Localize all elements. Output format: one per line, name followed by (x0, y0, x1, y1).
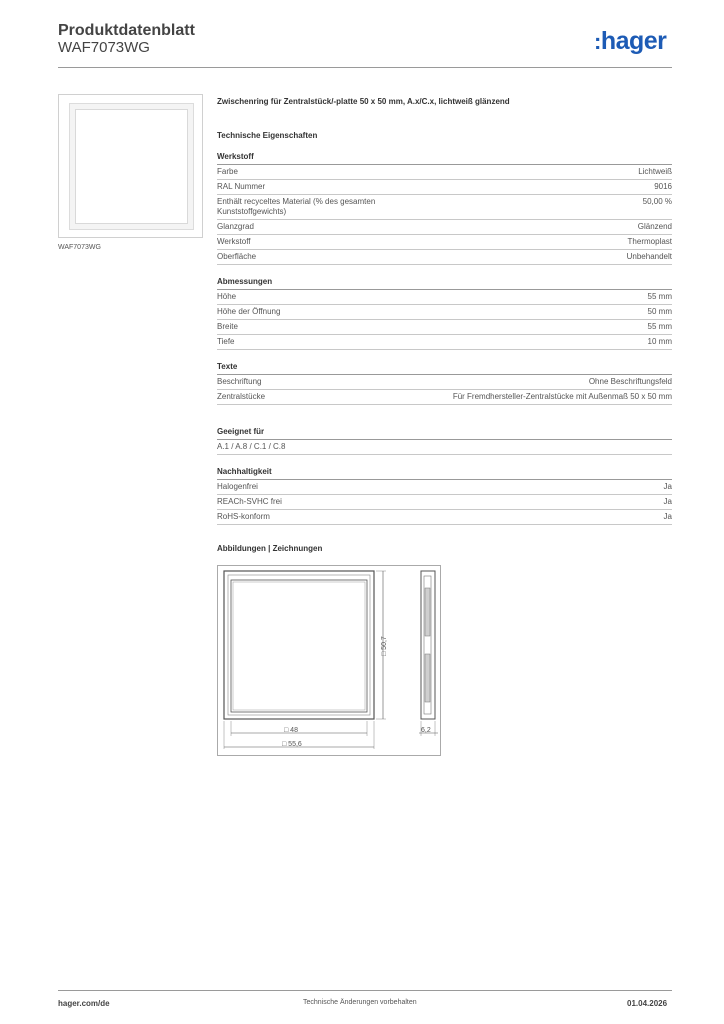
header-divider (58, 67, 672, 68)
section-heading-werkstoff: Werkstoff (217, 150, 672, 165)
row-label: RAL Nummer (217, 182, 266, 191)
row-label: Tiefe (217, 337, 235, 346)
table-row (217, 235, 672, 250)
table-row (217, 290, 672, 305)
row-label: Glanzgrad (217, 222, 254, 231)
table-row (217, 250, 672, 265)
logo-text: hager (600, 27, 667, 55)
row-label: A.1 / A.8 / C.1 / C.8 (217, 442, 286, 451)
row-label: Oberfläche (217, 252, 257, 261)
footer-website[interactable]: hager.com/de (58, 999, 110, 1008)
drawing-svg (218, 566, 440, 755)
dim-outer-label: □ 55,6 (282, 741, 302, 748)
drawings-heading: Abbildungen | Zeichnungen (217, 544, 323, 553)
section-heading-geeignet: Geeignet für (217, 425, 672, 440)
row-value: Für Fremdhersteller-Zentralstücke mit Außenmaß 50 x 50 mm (452, 392, 672, 401)
row-value: Ja (663, 512, 672, 521)
table-row (217, 320, 672, 335)
row-value: 10 mm (647, 337, 672, 346)
row-value: 55 mm (647, 322, 672, 331)
row-label: REACh-SVHC frei (217, 497, 282, 506)
row-value: 55 mm (647, 292, 672, 301)
row-label: Enthält recyceltes Material (% des gesamten Kunststoffgewichts) (217, 197, 376, 216)
row-value: Thermoplast (627, 237, 672, 246)
row-value: Ja (663, 497, 672, 506)
article-number: WAF7073WG (58, 39, 150, 56)
table-row (217, 220, 672, 235)
table-row (217, 305, 672, 320)
dim-inner-label: □ 48 (284, 727, 298, 734)
opening-inner (233, 582, 365, 710)
product-image (58, 94, 203, 238)
row-value: 9016 (654, 182, 672, 191)
row-label: Werkstoff (217, 237, 251, 246)
row-value: Ohne Beschriftungsfeld (588, 377, 672, 386)
dim-height-label: □ 50,7 (381, 636, 388, 656)
row-label: Beschriftung (217, 377, 262, 386)
section-heading-texte: Texte (217, 360, 672, 375)
opening-outline (231, 580, 367, 712)
row-value: Unbehandelt (626, 252, 672, 261)
spec-content (217, 96, 672, 555)
hager-logo[interactable]: :hager (594, 27, 667, 55)
table-row (217, 195, 672, 220)
table-row (217, 390, 672, 405)
table-row (217, 495, 672, 510)
table-row (217, 180, 672, 195)
technical-drawing (217, 565, 441, 756)
row-value: Glänzend (637, 222, 672, 231)
section-heading-abmessungen: Abmessungen (217, 275, 672, 290)
footer-date: 01.04.2026 (627, 999, 668, 1008)
side-clip-upper (425, 588, 430, 636)
table-row (217, 165, 672, 180)
row-label: Zentralstücke (217, 392, 266, 401)
table-row (217, 480, 672, 495)
product-title: Zwischenring für Zentralstück/-platte 50 x 50 mm, A.x/C.x, lichtweiß glänzend (217, 97, 510, 106)
table-row (217, 375, 672, 390)
row-label: Breite (217, 322, 238, 331)
table-row (217, 510, 672, 525)
table-row (217, 440, 672, 455)
tech-heading: Technische Eigenschaften (217, 131, 318, 140)
table-row (217, 335, 672, 350)
product-image-caption: WAF7073WG (58, 244, 101, 251)
row-value: Ja (663, 482, 672, 491)
row-label: RoHS-konform (217, 512, 270, 521)
frame-inner-edge (228, 575, 370, 715)
row-value: 50,00 % (642, 197, 672, 206)
footer-divider (58, 990, 672, 991)
row-label: Farbe (217, 167, 238, 176)
footer-disclaimer: Technische Änderungen vorbehalten (303, 999, 417, 1006)
section-heading-nachhaltigkeit: Nachhaltigkeit (217, 465, 672, 480)
dim-depth-label: 6,2 (421, 727, 431, 734)
row-value: 50 mm (647, 307, 672, 316)
row-value: Lichtweiß (638, 167, 672, 176)
row-label: Höhe (217, 292, 237, 301)
frame-shape (69, 103, 194, 230)
row-label: Höhe der Öffnung (217, 307, 281, 316)
row-label: Halogenfrei (217, 482, 258, 491)
page-title: Produktdatenblatt (58, 22, 195, 39)
outer-frame-outline (224, 571, 374, 719)
side-clip-lower (425, 654, 430, 702)
